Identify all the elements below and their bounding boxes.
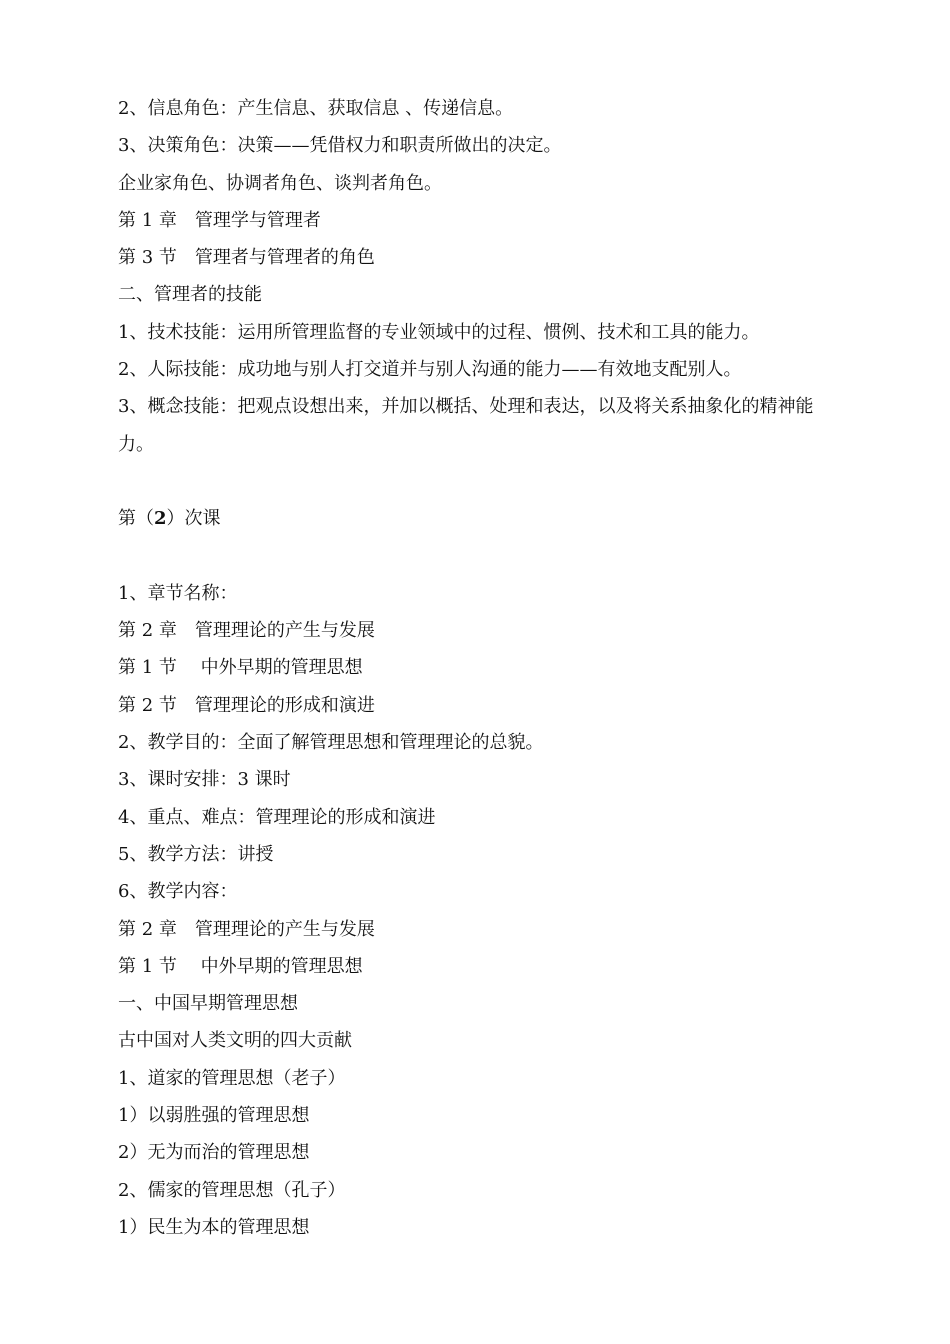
list-item: 2、儒家的管理思想（孔子） (118, 1179, 346, 1201)
lesson-number: 2 (154, 508, 167, 530)
section-heading: 第 1 节 中外早期的管理思想 (118, 955, 363, 977)
list-item: 1）以弱胜强的管理思想 (118, 1105, 310, 1127)
text-line: 4、重点、难点：管理理论的形成和演进 (118, 806, 436, 828)
list-item: 1）民生为本的管理思想 (118, 1216, 310, 1238)
text-line: 企业家角色、协调者角色、谈判者角色。 (118, 172, 442, 194)
section-heading: 第 3 节 管理者与管理者的角色 (118, 247, 375, 269)
lesson-heading (118, 500, 838, 537)
chapter-heading: 第 1 章 管理学与管理者 (118, 209, 321, 231)
text-line: 1、技术技能：运用所管理监督的专业领域中的过程、惯例、技术和工具的能力。 (118, 321, 760, 343)
text-line: 6、教学内容： (118, 881, 238, 903)
text-line: 3、课时安排：3 课时 (118, 769, 291, 791)
document-page (118, 90, 838, 1246)
text-line: 2、教学目的：全面了解管理思想和管理理论的总貌。 (118, 732, 544, 754)
lesson-prefix: 第（ (118, 508, 154, 530)
text-line: 3、决策角色：决策——凭借权力和职责所做出的决定。 (118, 135, 562, 157)
text-line: 2、信息角色：产生信息、获取信息 、传递信息。 (118, 98, 514, 119)
chapter-heading: 第 2 章 管理理论的产生与发展 (118, 918, 375, 940)
list-item: 1、道家的管理思想（老子） (118, 1067, 346, 1089)
text-line: 古中国对人类文明的四大贡献 (118, 1030, 352, 1052)
section-heading: 第 1 节 中外早期的管理思想 (118, 657, 363, 679)
list-item: 2）无为而治的管理思想 (118, 1142, 310, 1164)
lesson-suffix: ）次课 (166, 508, 221, 530)
subsection-heading: 二、管理者的技能 (118, 284, 262, 306)
section-heading: 第 2 节 管理理论的形成和演进 (118, 694, 375, 716)
subsection-heading: 一、中国早期管理思想 (118, 993, 298, 1015)
text-line: 5、教学方法：讲授 (118, 843, 274, 865)
text-paragraph: 3、概念技能：把观点设想出来，并加以概括、处理和表达，以及将关系抽象化的精神能力。 (118, 396, 814, 455)
blank-line (118, 463, 838, 500)
chapter-heading: 第 2 章 管理理论的产生与发展 (118, 620, 375, 642)
text-line: 1、章节名称： (118, 582, 238, 604)
text-line: 2、人际技能：成功地与别人打交道并与别人沟通的能力——有效地支配别人。 (118, 359, 742, 381)
blank-line (118, 538, 838, 575)
